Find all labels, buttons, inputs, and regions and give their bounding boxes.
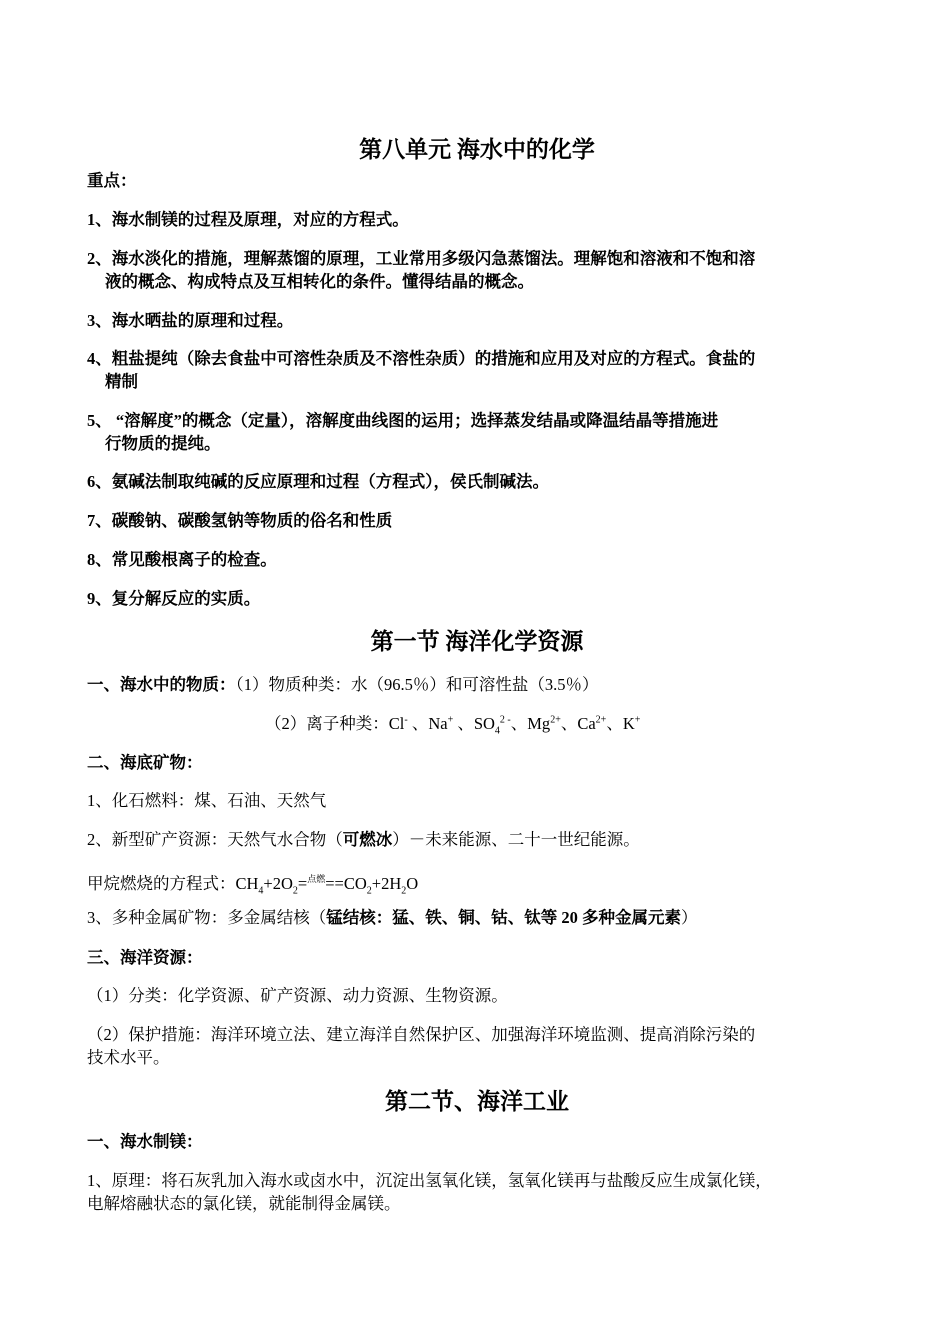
ion-cl-charge: - [404,714,408,726]
manganese-nodules: 锰结核：猛、铁、铜、钴、钛等 20 多种金属元素 [326,908,681,927]
unit-title: 第八单元 海水中的化学 [359,137,595,162]
ocean-protection-cont: 技术水平。 [87,1048,170,1067]
key-point-8: 8、常见酸根离子的检查。 [87,550,277,569]
eq-co: ==CO [325,874,367,893]
metal-suffix: ） [681,908,698,927]
ion-so4-sub: 4 [494,725,500,737]
ion-cl: Cl [388,714,405,733]
ion-k: K [622,714,635,733]
new-mineral-prefix: 2、新型矿产资源：天然气水合物（ [87,830,343,849]
key-point-5: 5、 “溶解度”的概念（定量），溶解度曲线图的运用；选择蒸发结晶或降温结晶等措施进 [87,411,719,430]
ion-so4-charge: 2 - [499,714,511,726]
magnesium-principle: 1、原理：将石灰乳加入海水或卤水中，沉淀出氢氧化镁，氢氧化镁再与盐酸反应生成氯化镁， [87,1171,772,1190]
key-point-2-cont: 液的概念、构成特点及互相转化的条件。懂得结晶的概念。 [105,272,534,291]
key-point-9: 9、复分解反应的实质。 [87,589,261,608]
ion-ca: Ca [577,714,596,733]
eq-ch-sub: 4 [258,885,264,897]
key-point-4: 4、粗盐提纯（除去食盐中可溶性杂质及不溶性杂质）的措施和应用及对应的方程式。食盐的 [87,349,756,368]
ion-ca-charge: 2+ [595,714,607,726]
sea-substances-heading: 一、海水中的物质： [87,675,236,694]
key-points-label: 重点： [87,171,137,190]
metal-minerals-line [87,906,867,929]
key-point-1: 1、海水制镁的过程及原理，对应的方程式。 [87,210,409,229]
ion-separator: 、 [453,714,474,733]
ion-separator: 、 [510,714,528,733]
key-point-6: 6、氨碱法制取纯碱的反应原理和过程（方程式），侯氏制碱法。 [87,472,549,491]
eq-equals: = [297,874,308,893]
ion-mg: Mg [527,714,551,733]
methane-prefix: 甲烷燃烧的方程式： [87,874,236,893]
ion-so4: SO [473,714,495,733]
key-point-5-cont: 行物质的提纯。 [105,434,221,453]
section1-title: 第一节 海洋化学资源 [370,629,584,654]
eq-co-sub: 2 [366,885,372,897]
key-point-7: 7、碳酸钠、碳酸氢钠等物质的俗名和性质 [87,511,393,530]
eq-o-sub: 2 [292,885,298,897]
ion-k-charge: + [634,714,641,726]
metal-prefix: 3、多种金属矿物：多金属结核（ [87,908,327,927]
ions-prefix: （2）离子种类： [265,714,389,733]
key-point-3: 3、海水晒盐的原理和过程。 [87,311,294,330]
ion-na: Na [428,714,448,733]
key-point-2: 2、海水淡化的措施，理解蒸馏的原理，工业常用多级闪急蒸馏法。理解饱和溶液和不饱和溶 [87,249,756,268]
sea-substances-kinds: （1）物质种类：水（96.5％）和可溶性盐（3.5％） [235,675,599,694]
ion-na-charge: + [447,714,454,726]
key-point-4-cont: 精制 [105,372,138,391]
fossil-fuels: 1、化石燃料：煤、石油、天然气 [87,791,327,810]
eq-h: +2H [371,874,402,893]
ocean-protection: （2）保护措施：海洋环境立法、建立海洋自然保护区、加强海洋环境监测、提高消除污染的 [87,1025,756,1044]
eq-h-sub: 2 [401,885,407,897]
sea-substances-line [87,673,867,696]
section2-title: 第二节、海洋工业 [385,1089,569,1114]
ocean-resources-heading: 三、海洋资源： [87,948,203,967]
ions-line [87,712,867,735]
eq-ch: CH [235,874,259,893]
eq-condition: 点燃 [307,874,326,884]
methane-equation-line [87,868,867,895]
magnesium-principle-cont: 电解熔融状态的氯化镁，就能制得金属镁。 [87,1194,401,1213]
ion-separator: 、 [560,714,578,733]
seabed-heading: 二、海底矿物： [87,753,203,772]
ocean-classification: （1）分类：化学资源、矿产资源、动力资源、生物资源。 [87,986,508,1005]
new-mineral-suffix: ）－未来能源、二十一世纪能源。 [392,830,640,849]
ion-mg-charge: 2+ [550,714,561,726]
ion-separator: 、 [407,714,429,733]
eq-o: +2O [263,874,293,893]
new-mineral-line [87,828,867,851]
ion-separator: 、 [606,714,623,733]
magnesium-heading: 一、海水制镁： [87,1132,203,1151]
eq-water-o: O [406,874,419,893]
combustible-ice: 可燃冰 [342,830,393,849]
